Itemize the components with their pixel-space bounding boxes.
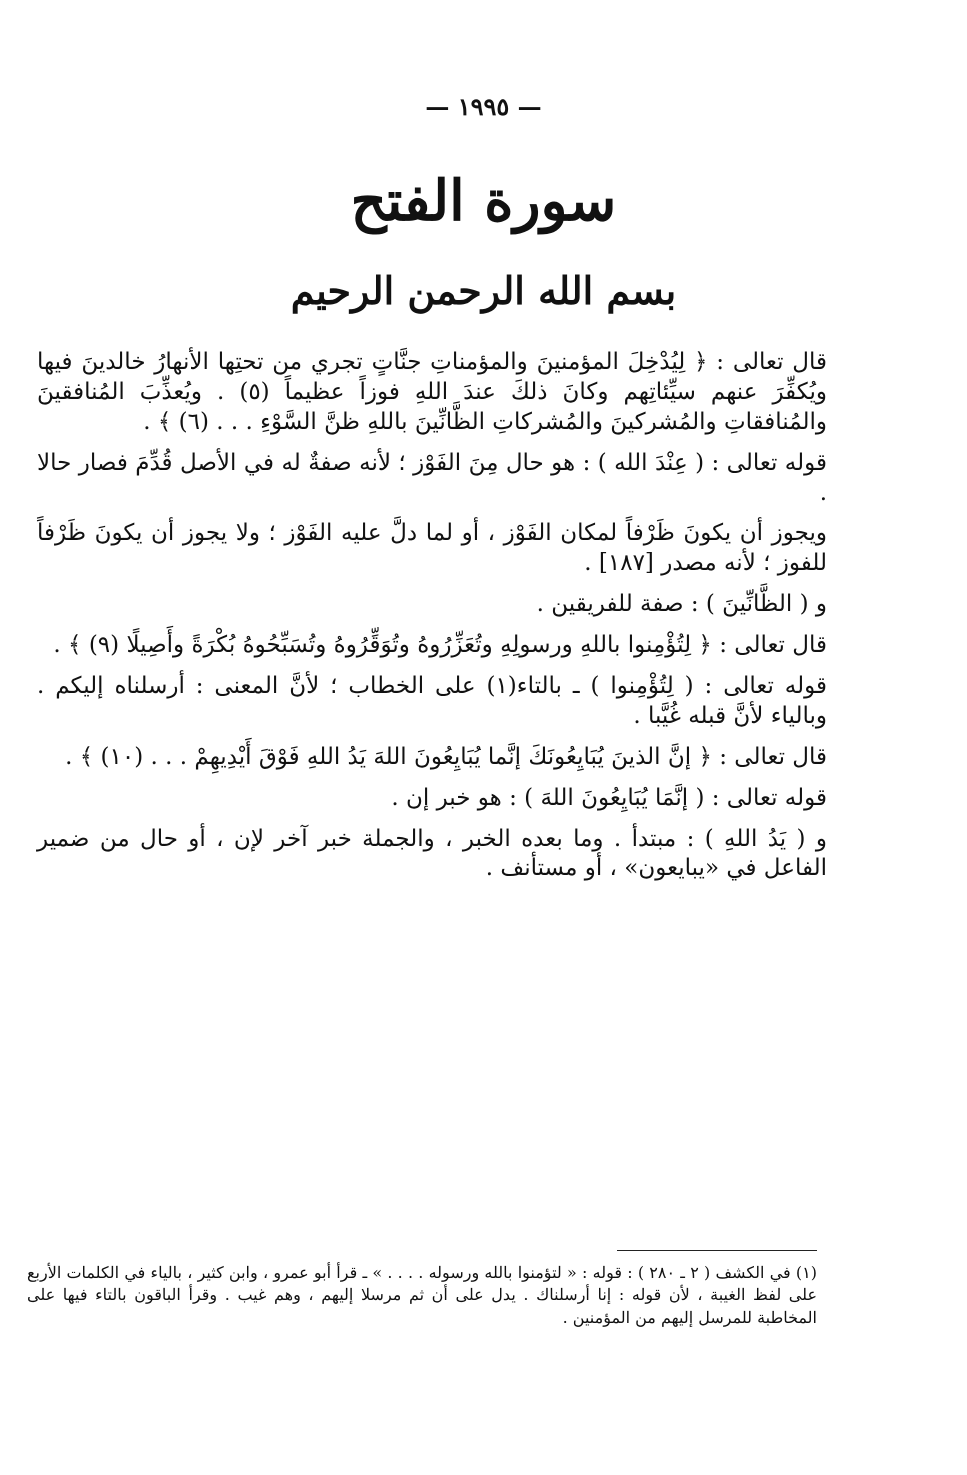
footnotes <box>27 1262 817 1329</box>
paragraph-verse-10: قال تعالى : ﴿ إنَّ الذينَ يُبَايِعُونَكَ إنَّما يُبَايِعُونَ اللهَ يَدُ اللهِ فَوْقَ أَيْدِيهِمْ . . . (١٠) ﴾ . <box>65 743 827 770</box>
paragraph-verse-5-6: قال تعالى : ﴿ لِيُدْخِلَ المؤمنينَ والمؤمناتِ جنَّاتٍ تجري من تحتِها الأنهارُ خالدينَ فيها ويُكفِّرَ عنهم سيِّئاتِهم وكانَ ذلكَ عندَ اللهِ فوزاً عظيماً (٥) . ويُعذِّبَ المُنافقينَ والمُنافقاتِ والمُشركينَ والمُشركاتِ الظَّانِّينَ باللهِ ظنَّ السَّوْءِ . . . (٦) ﴾ . <box>37 349 827 435</box>
paragraph-commentary-zannin: و ( الظَّانِّينَ ) : صفة للفريقين . <box>536 591 827 618</box>
paragraph-commentary-yadu-allah: و ( يَدُ اللهِ ) : مبتدأ . وما بعده الخبر ، والجملة خبر آخر لإن ، أو حال من ضمير الفاعل في «يبايعون» ، أو مستأنف . <box>37 825 827 882</box>
surah-title: سورة الفتح <box>350 168 617 234</box>
paragraph-commentary-litu-minu: قوله تعالى : ( لِتُؤْمِنوا ) ـ بالتاء(١) على الخطاب ؛ لأنَّ المعنى : أرسلناه إليكم . وبالياء لأنَّ قبله غُيَّبا . <box>37 673 827 729</box>
paragraph-commentary-zarf: ويجوز أن يكونَ ظَرْفاً لمكان الفَوْز ، أو لما دلَّ عليه الفَوْز ؛ ولا يجوز أن يكونَ ظَرْفاً للفوز ؛ لأنه مصدر [١٨٧] . <box>37 520 827 577</box>
footnote-1: (١) في الكشف ( ٢ ـ ٢٨٠ ) : قوله : « لتؤمنوا بالله ورسوله . . . . » ـ قرأ أبو عمرو ، وابن كثير ، بالياء في الكلمات الأربع على لفظ الغيبة ، لأن قوله : إنا أرسلناك . يدل على أن ثم مرسلا إليهم ، وهم غيب . وقرأ الباقون بالتاء فيها على المخاطبة للمرسل إليهم من المؤمنين . <box>27 1263 818 1327</box>
basmala: بسم الله الرحمن الرحيم <box>290 268 677 313</box>
footnote-divider <box>617 1250 817 1251</box>
page-number: — ١٩٩٥ — <box>425 92 542 121</box>
paragraph-commentary-inda-allah: قوله تعالى : ( عِنْدَ الله ) : هو حال مِنَ الفَوْز ؛ لأنه صفةٌ له في الأصل قُدِّمَ فصار حالا . <box>37 449 827 506</box>
paragraph-verse-9: قال تعالى : ﴿ لِتُؤْمِنوا باللهِ ورسولِهِ وتُعَزِّرُوهُ وتُوَقِّرُوهُ وتُسَبِّحُوهُ بُكْرَةً وأَصِيلًا (٩) ﴾ . <box>53 632 827 659</box>
paragraph-commentary-innama: قوله تعالى : ( إنَّمَا يُبَايِعُونَ اللهَ ) : هو خبر إن . <box>391 784 827 811</box>
main-text <box>37 348 827 895</box>
